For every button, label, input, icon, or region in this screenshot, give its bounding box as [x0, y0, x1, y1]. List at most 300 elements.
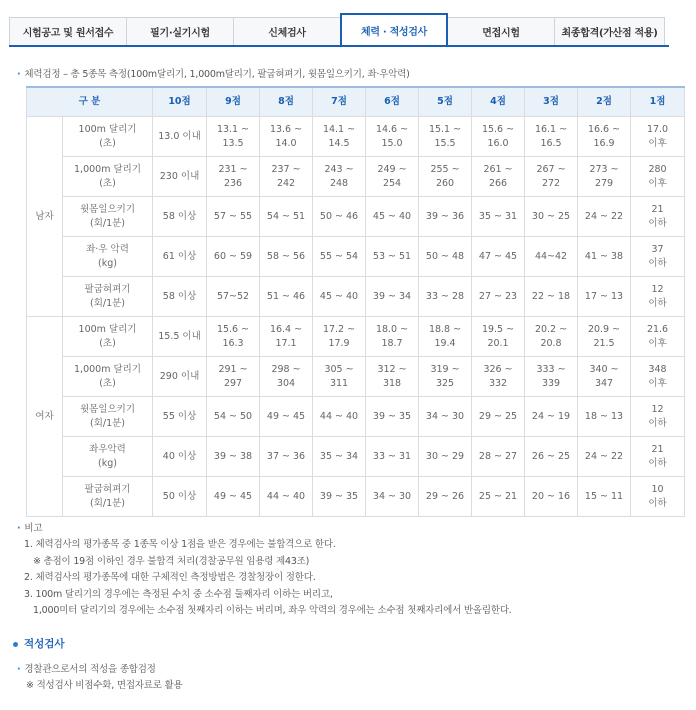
score-value-line: 이후 [648, 177, 667, 189]
score-cell [472, 357, 525, 397]
score-value-line: 22 ~ 18 [531, 290, 571, 302]
table-row [27, 477, 685, 517]
score-value-line: 29 ~ 26 [425, 490, 465, 502]
score-value-line: 44 ~ 40 [319, 410, 359, 422]
score-cell [525, 277, 578, 317]
score-value-line: 21 [651, 443, 664, 455]
score-value-line: 50 ~ 48 [425, 250, 465, 262]
score-value-line: 30 ~ 25 [531, 210, 571, 222]
score-value-line: 20 ~ 16 [531, 490, 571, 502]
score-value-line: 311 [329, 377, 349, 389]
score-value-line: 15.5 [434, 137, 456, 149]
score-value-line: 33 ~ 28 [425, 290, 465, 302]
score-cell [260, 317, 313, 357]
score-cell [631, 237, 685, 277]
score-cell [419, 197, 472, 237]
score-value-line: 260 [435, 177, 455, 189]
score-value-line: 255 ~ [430, 163, 460, 175]
score-value-line: 16.4 ~ [269, 323, 303, 335]
table-row [27, 277, 685, 317]
score-cell [313, 317, 366, 357]
score-value-line: 291 ~ [218, 363, 248, 375]
score-cell [578, 157, 631, 197]
score-value-line: 이하 [648, 217, 667, 229]
score-cell [366, 477, 419, 517]
tab-1[interactable]: 필기·실기시험 [126, 17, 234, 45]
score-cell [525, 397, 578, 437]
score-cell [525, 437, 578, 477]
score-value-line: 39 ~ 35 [319, 490, 359, 502]
score-cell [419, 477, 472, 517]
score-value-line: 24 ~ 22 [584, 210, 624, 222]
score-cell [631, 357, 685, 397]
aptitude-title [13, 636, 65, 651]
score-value-line: 37 ~ 36 [266, 450, 306, 462]
bullet-icon: · [17, 523, 21, 534]
score-cell [260, 477, 313, 517]
score-value-line: 10 [651, 483, 664, 495]
score-cell [366, 317, 419, 357]
item-label-line: (초) [99, 337, 116, 349]
score-cell [419, 437, 472, 477]
score-cell [472, 237, 525, 277]
item-cell [63, 477, 153, 517]
score-cell [366, 117, 419, 157]
score-cell [419, 157, 472, 197]
score-cell [525, 197, 578, 237]
table-row [27, 397, 685, 437]
score-value-line: 325 [435, 377, 455, 389]
score-cell [525, 157, 578, 197]
aptitude-line-1 [17, 661, 156, 675]
item-label-line: 윗몸일으키기 [79, 203, 136, 215]
score-value-line: 47 ~ 45 [478, 250, 518, 262]
score-cell [313, 197, 366, 237]
header-score-3: 8점 [260, 87, 313, 117]
score-value-line: 13.6 ~ [269, 123, 303, 135]
score-value-line: 305 ~ [324, 363, 354, 375]
score-cell [207, 477, 260, 517]
remark-line-3: 2. 체력검사의 평가종목에 대한 구체적인 측정방법은 경찰청장이 정한다. [24, 572, 316, 584]
score-value-line: 13.5 [222, 137, 244, 149]
score-value-line: 15.6 ~ [481, 123, 515, 135]
item-label-line: (초) [99, 177, 116, 189]
score-value-line: 348 [648, 363, 667, 375]
score-cell [472, 197, 525, 237]
score-cell [207, 357, 260, 397]
score-value-line: 12 [651, 403, 664, 415]
score-value-line: 14.1 ~ [322, 123, 356, 135]
aptitude-line-2: ※ 적성검사 비점수화, 면접자료로 활용 [26, 680, 183, 691]
score-cell [153, 237, 207, 277]
score-value-line: 13.1 ~ [216, 123, 250, 135]
score-value-line: 44 ~ 40 [266, 490, 306, 502]
score-cell [366, 197, 419, 237]
score-value-line: 290 이내 [159, 370, 200, 382]
score-cell [631, 157, 685, 197]
tab-4[interactable]: 면접시험 [447, 17, 555, 45]
score-cell [419, 357, 472, 397]
score-cell [366, 277, 419, 317]
table-row [27, 117, 685, 157]
score-value-line: 58 이상 [162, 290, 197, 302]
score-value-line: 35 ~ 31 [478, 210, 518, 222]
score-value-line: 54 ~ 50 [213, 410, 253, 422]
score-cell [419, 277, 472, 317]
score-value-line: 16.5 [540, 137, 562, 149]
item-label-line: 팔굽혀펴기 [84, 283, 131, 295]
score-value-line: 54 ~ 51 [266, 210, 306, 222]
score-value-line: 45 ~ 40 [319, 290, 359, 302]
score-value-line: 18.8 ~ [428, 323, 462, 335]
score-cell [313, 437, 366, 477]
score-cell [366, 437, 419, 477]
score-value-line: 249 ~ [377, 163, 407, 175]
score-value-line: 58 ~ 56 [266, 250, 306, 262]
score-cell [207, 437, 260, 477]
score-value-line: 53 ~ 51 [372, 250, 412, 262]
score-value-line: 49 ~ 45 [213, 490, 253, 502]
score-cell [260, 197, 313, 237]
score-value-line: 29 ~ 25 [478, 410, 518, 422]
score-value-line: 57~52 [216, 290, 250, 302]
score-cell [525, 317, 578, 357]
score-cell [631, 117, 685, 157]
item-label-line: (회/1분) [90, 297, 126, 309]
score-value-line: 273 ~ [589, 163, 619, 175]
score-value-line: 39 ~ 36 [425, 210, 465, 222]
aptitude-title-text: 적성검사 [24, 638, 65, 650]
score-value-line: 312 ~ [377, 363, 407, 375]
score-table [26, 86, 685, 517]
score-value-line: 24 ~ 19 [531, 410, 571, 422]
score-cell [631, 477, 685, 517]
score-value-line: 340 ~ [589, 363, 619, 375]
score-value-line: 24 ~ 22 [584, 450, 624, 462]
item-label-line: 윗몸일으키기 [79, 403, 136, 415]
score-value-line: 279 [594, 177, 614, 189]
score-value-line: 347 [594, 377, 614, 389]
score-cell [207, 157, 260, 197]
score-cell [207, 117, 260, 157]
score-cell [578, 237, 631, 277]
score-value-line: 16.6 ~ [587, 123, 621, 135]
score-cell [260, 117, 313, 157]
score-value-line: 25 ~ 21 [478, 490, 518, 502]
item-label-line: 100m 달리기 [78, 323, 137, 335]
score-cell [207, 397, 260, 437]
tab-5[interactable]: 최종합격(가산점 적용) [554, 17, 665, 45]
table-header-row [27, 87, 685, 117]
score-cell [419, 397, 472, 437]
item-label-line: (회/1분) [90, 417, 126, 429]
score-value-line: 304 [276, 377, 296, 389]
item-cell [63, 117, 153, 157]
score-value-line: 37 [651, 243, 664, 255]
score-value-line: 30 ~ 29 [425, 450, 465, 462]
score-value-line: 333 ~ [536, 363, 566, 375]
score-value-line: 40 이상 [162, 450, 197, 462]
tab-0[interactable]: 시험공고 및 원서접수 [9, 17, 127, 45]
score-value-line: 15.0 [381, 137, 403, 149]
score-cell [472, 437, 525, 477]
score-value-line: 34 ~ 30 [425, 410, 465, 422]
score-cell [207, 237, 260, 277]
score-value-line: 14.5 [328, 137, 350, 149]
score-value-line: 50 ~ 46 [319, 210, 359, 222]
remark-line-5: 1,000미터 달리기의 경우에는 소수점 첫째자리 이하는 버리며, 좌우 악력의 경우에는 소수점 첫째자리에서 반올림한다. [33, 605, 512, 617]
score-value-line: 17.9 [328, 337, 350, 349]
score-cell [631, 317, 685, 357]
score-cell [578, 197, 631, 237]
score-cell [578, 477, 631, 517]
item-label-line: 팔굽혀펴기 [84, 483, 131, 495]
score-cell [153, 477, 207, 517]
score-value-line: 39 ~ 34 [372, 290, 412, 302]
score-value-line: 16.3 [222, 337, 244, 349]
score-value-line: 19.4 [434, 337, 456, 349]
score-value-line: 55 ~ 54 [319, 250, 359, 262]
score-value-line: 261 ~ [483, 163, 513, 175]
score-cell [366, 357, 419, 397]
score-cell [419, 237, 472, 277]
bullet-icon: · [17, 664, 21, 675]
score-value-line: 19.5 ~ [481, 323, 515, 335]
score-cell [631, 197, 685, 237]
score-cell [260, 277, 313, 317]
score-value-line: 267 ~ [536, 163, 566, 175]
aptitude-desc: 경찰관으로서의 적성을 종합검정 [24, 664, 156, 675]
table-row [27, 157, 685, 197]
score-value-line: 49 ~ 45 [266, 410, 306, 422]
score-value-line: 33 ~ 31 [372, 450, 412, 462]
score-cell [419, 317, 472, 357]
score-cell [153, 397, 207, 437]
score-cell [525, 357, 578, 397]
score-value-line: 237 ~ [271, 163, 301, 175]
score-value-line: 16.9 [593, 137, 615, 149]
header-category: 구 분 [27, 87, 153, 117]
item-cell [63, 437, 153, 477]
item-label-line: (kg) [98, 457, 117, 469]
intro-text: 체력검정 – 총 5종목 측정(100m달리기, 1,000m달리기, 팔굽혀펴기, 윗몸일으키기, 좌·우악력) [24, 69, 410, 80]
score-value-line: 39 ~ 35 [372, 410, 412, 422]
score-cell [260, 157, 313, 197]
score-value-line: 27 ~ 23 [478, 290, 518, 302]
item-cell [63, 397, 153, 437]
item-label-line: (회/1분) [90, 497, 126, 509]
score-cell [313, 277, 366, 317]
score-value-line: 14.6 ~ [375, 123, 409, 135]
score-value-line: 20.9 ~ [587, 323, 621, 335]
item-label-line: 1,000m 달리기 [74, 363, 142, 375]
score-value-line: 230 이내 [159, 170, 200, 182]
score-value-line: 16.1 ~ [534, 123, 568, 135]
score-cell [472, 477, 525, 517]
score-value-line: 이후 [648, 377, 667, 389]
table-row [27, 437, 685, 477]
score-value-line: 17 ~ 13 [584, 290, 624, 302]
score-value-line: 이하 [648, 297, 667, 309]
score-cell [578, 437, 631, 477]
score-cell [313, 477, 366, 517]
score-cell [366, 157, 419, 197]
score-cell [578, 277, 631, 317]
score-value-line: 21 [651, 203, 664, 215]
item-cell [63, 277, 153, 317]
item-label-line: (kg) [98, 257, 117, 269]
score-cell [631, 437, 685, 477]
intro-line [17, 66, 410, 80]
tab-bar [9, 17, 669, 47]
score-cell [578, 357, 631, 397]
score-value-line: 318 [382, 377, 402, 389]
score-value-line: 332 [488, 377, 508, 389]
table-row [27, 317, 685, 357]
score-value-line: 15.5 이내 [158, 330, 201, 342]
item-cell [63, 317, 153, 357]
header-score-6: 5점 [419, 87, 472, 117]
score-value-line: 41 ~ 38 [584, 250, 624, 262]
score-cell [153, 437, 207, 477]
score-value-line: 339 [541, 377, 561, 389]
score-cell [153, 197, 207, 237]
score-cell [631, 277, 685, 317]
score-value-line: 17.2 ~ [322, 323, 356, 335]
score-value-line: 326 ~ [483, 363, 513, 375]
score-cell [153, 157, 207, 197]
score-value-line: 이하 [648, 257, 667, 269]
score-cell [366, 397, 419, 437]
score-value-line: 55 이상 [162, 410, 197, 422]
score-cell [525, 477, 578, 517]
score-value-line: 14.0 [275, 137, 297, 149]
score-cell [472, 277, 525, 317]
score-cell [472, 317, 525, 357]
score-value-line: 15.1 ~ [428, 123, 462, 135]
score-cell [525, 117, 578, 157]
score-value-line: 이하 [648, 497, 667, 509]
score-cell [260, 397, 313, 437]
item-label-line: (회/1분) [90, 217, 126, 229]
score-cell [313, 117, 366, 157]
score-value-line: 18.0 ~ [375, 323, 409, 335]
score-cell [419, 117, 472, 157]
score-value-line: 이하 [648, 417, 667, 429]
score-cell [366, 237, 419, 277]
score-value-line: 12 [651, 283, 664, 295]
score-value-line: 21.5 [593, 337, 615, 349]
header-score-10: 1점 [631, 87, 685, 117]
score-value-line: 231 ~ [218, 163, 248, 175]
item-cell [63, 197, 153, 237]
header-score-8: 3점 [525, 87, 578, 117]
score-value-line: 13.0 이내 [158, 130, 201, 142]
header-score-1: 10점 [153, 87, 207, 117]
score-value-line: 50 이상 [162, 490, 197, 502]
score-value-line: 61 이상 [162, 250, 197, 262]
score-cell [260, 237, 313, 277]
bullet-icon: · [17, 69, 21, 80]
score-cell [260, 357, 313, 397]
table-row [27, 237, 685, 277]
score-value-line: 20.2 ~ [534, 323, 568, 335]
score-cell [313, 357, 366, 397]
item-cell [63, 157, 153, 197]
score-value-line: 60 ~ 59 [213, 250, 253, 262]
item-label-line: (초) [99, 137, 116, 149]
header-score-2: 9점 [207, 87, 260, 117]
circle-bullet-icon [13, 642, 18, 647]
score-value-line: 21.6 [646, 323, 669, 335]
gender-cell: 여자 [27, 317, 63, 517]
score-cell [153, 277, 207, 317]
score-value-line: 28 ~ 27 [478, 450, 518, 462]
score-cell [313, 397, 366, 437]
item-label-line: 100m 달리기 [78, 123, 137, 135]
score-value-line: 297 [223, 377, 243, 389]
score-value-line: 20.1 [487, 337, 509, 349]
score-cell [472, 397, 525, 437]
score-cell [578, 317, 631, 357]
score-cell [207, 197, 260, 237]
item-label-line: 좌우악력 [89, 443, 126, 455]
score-value-line: 35 ~ 34 [319, 450, 359, 462]
header-score-9: 2점 [578, 87, 631, 117]
score-value-line: 15 ~ 11 [584, 490, 624, 502]
score-cell [313, 237, 366, 277]
item-cell [63, 237, 153, 277]
item-cell [63, 357, 153, 397]
remarks-title: 비고 [24, 523, 43, 534]
score-value-line: 이후 [648, 137, 667, 149]
score-value-line: 280 [648, 163, 667, 175]
score-value-line: 243 ~ [324, 163, 354, 175]
remark-line-2: ※ 총점이 19점 이하인 경우 불합격 처리(경찰공무원 임용령 제43조) [33, 555, 310, 567]
score-value-line: 18 ~ 13 [584, 410, 624, 422]
tab-2[interactable]: 신체검사 [233, 17, 341, 45]
table-row [27, 357, 685, 397]
score-value-line: 16.0 [487, 137, 509, 149]
score-value-line: 242 [276, 177, 296, 189]
score-value-line: 254 [382, 177, 402, 189]
score-value-line: 248 [329, 177, 349, 189]
score-value-line: 15.6 ~ [216, 323, 250, 335]
score-value-line: 57 ~ 55 [213, 210, 253, 222]
score-cell [153, 357, 207, 397]
header-score-4: 7점 [313, 87, 366, 117]
score-value-line: 39 ~ 38 [213, 450, 253, 462]
score-cell [207, 317, 260, 357]
tab-3[interactable]: 체력 · 적성검사 [340, 13, 448, 45]
header-score-7: 4점 [472, 87, 525, 117]
score-value-line: 58 이상 [162, 210, 197, 222]
score-cell [153, 317, 207, 357]
remark-line-4: 3. 100m 달리기의 경우에는 측정된 수치 중 소수점 둘째자리 이하는 버리고, [24, 588, 333, 600]
table-row [27, 197, 685, 237]
score-cell [260, 437, 313, 477]
score-value-line: 34 ~ 30 [372, 490, 412, 502]
score-cell [578, 397, 631, 437]
score-cell [578, 117, 631, 157]
score-value-line: 298 ~ [271, 363, 301, 375]
gender-cell: 남자 [27, 117, 63, 317]
score-value-line: 51 ~ 46 [266, 290, 306, 302]
score-cell [472, 157, 525, 197]
item-label-line: 1,000m 달리기 [74, 163, 142, 175]
score-value-line: 272 [541, 177, 561, 189]
score-cell [153, 117, 207, 157]
